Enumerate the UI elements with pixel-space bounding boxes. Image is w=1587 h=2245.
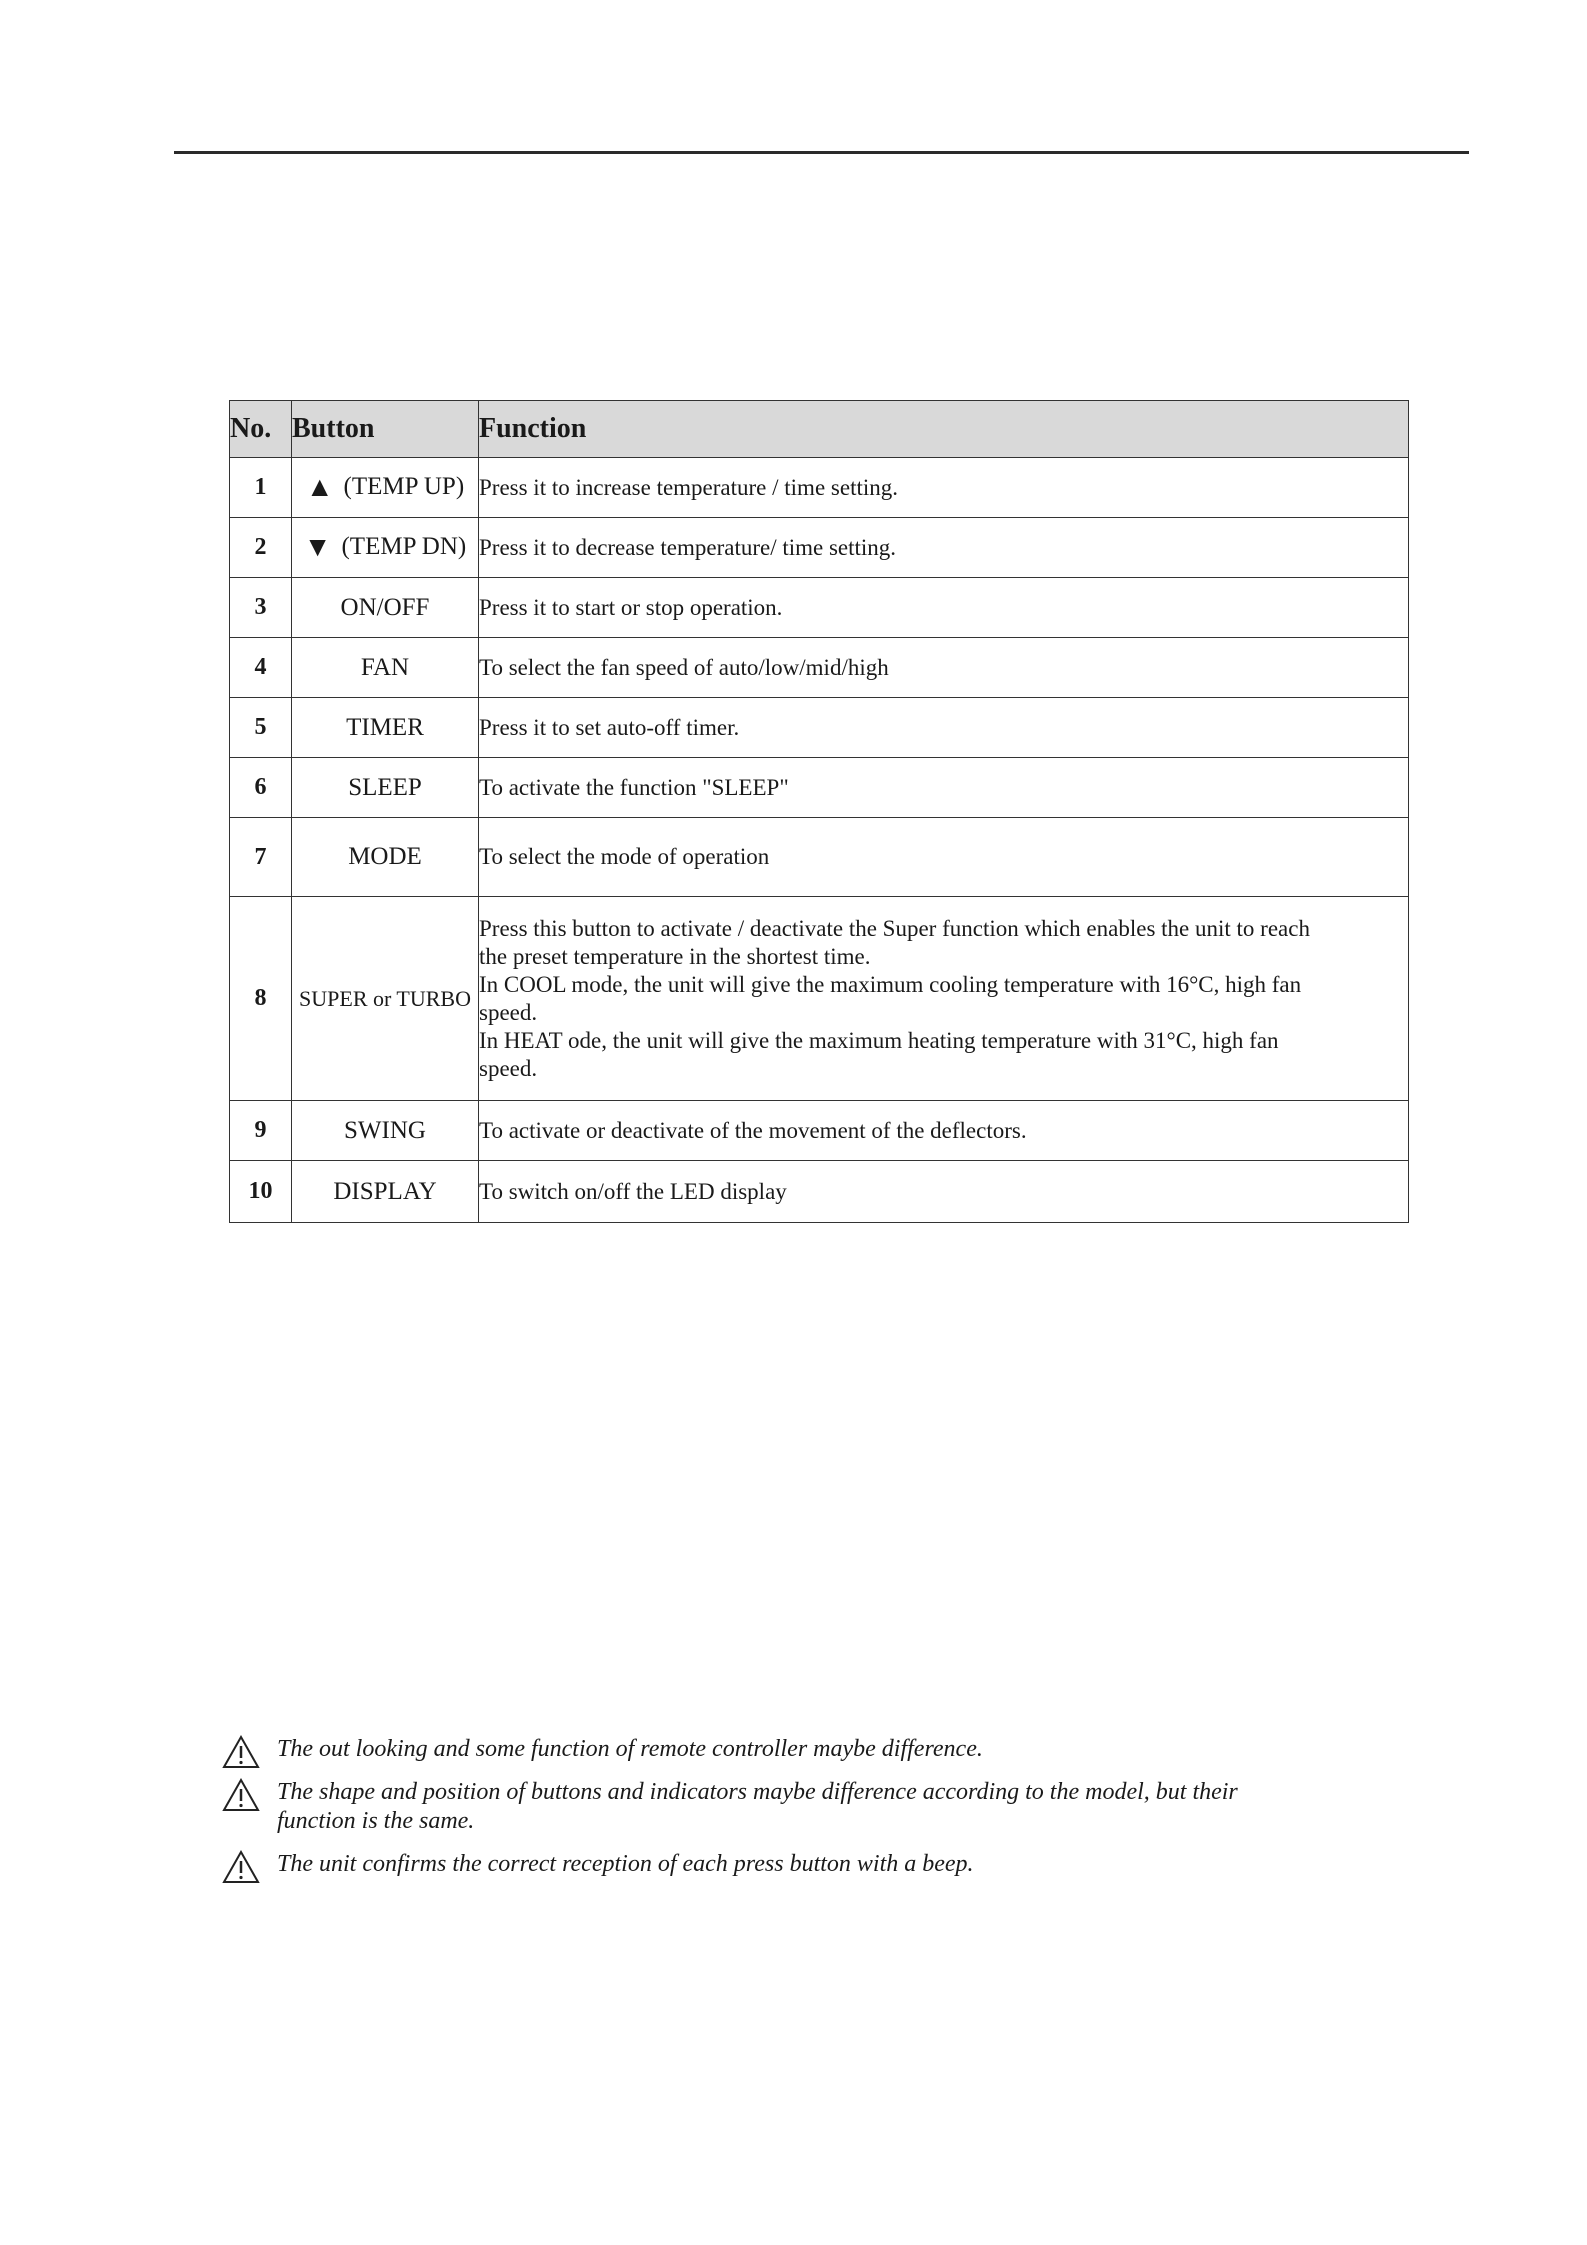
triangle-down-icon: ▼ bbox=[303, 531, 332, 563]
button-function bbox=[479, 897, 1409, 1101]
warning-icon bbox=[222, 1735, 260, 1769]
note-text: The out looking and some function of remote controller maybe difference. bbox=[277, 1736, 983, 1762]
button-name: ON/OFF bbox=[292, 578, 479, 638]
note-text: The unit confirms the correct reception of each press button with a beep. bbox=[277, 1851, 974, 1877]
row-number: 2 bbox=[230, 518, 292, 578]
button-name bbox=[292, 518, 479, 578]
button-function: Press it to increase temperature / time setting. bbox=[479, 458, 1409, 518]
table-row bbox=[230, 1161, 1409, 1223]
row-number: 7 bbox=[230, 818, 292, 897]
button-name bbox=[292, 458, 479, 518]
note-item bbox=[222, 1850, 1402, 1879]
button-function: To switch on/off the LED display bbox=[479, 1161, 1409, 1223]
button-function: Press it to set auto-off timer. bbox=[479, 698, 1409, 758]
header-function: Function bbox=[479, 401, 1409, 458]
table-row bbox=[230, 758, 1409, 818]
warning-icon bbox=[222, 1850, 260, 1884]
function-line: In COOL mode, the unit will give the maximum cooling temperature with 16°C, high fan bbox=[479, 971, 1302, 997]
button-function: Press it to start or stop operation. bbox=[479, 578, 1409, 638]
button-name: SLEEP bbox=[292, 758, 479, 818]
button-label: (TEMP DN) bbox=[341, 532, 467, 560]
note-item bbox=[222, 1778, 1402, 1836]
button-name: SWING bbox=[292, 1101, 479, 1161]
header-no: No. bbox=[230, 401, 292, 458]
function-line: speed. bbox=[479, 999, 538, 1025]
button-name: DISPLAY bbox=[292, 1161, 479, 1223]
warning-icon bbox=[222, 1778, 260, 1812]
button-function: Press it to decrease temperature/ time setting. bbox=[479, 518, 1409, 578]
row-number: 6 bbox=[230, 758, 292, 818]
button-name: FAN bbox=[292, 638, 479, 698]
header-button: Button bbox=[292, 401, 479, 458]
row-number: 9 bbox=[230, 1101, 292, 1161]
table-row bbox=[230, 1101, 1409, 1161]
row-number: 10 bbox=[230, 1161, 292, 1223]
note-text: function is the same. bbox=[277, 1808, 475, 1834]
table-row bbox=[230, 818, 1409, 897]
button-function: To select the fan speed of auto/low/mid/high bbox=[479, 638, 1409, 698]
button-name: SUPER or TURBO bbox=[292, 897, 479, 1101]
function-line: Press this button to activate / deactivate the Super function which enables the unit to reach bbox=[479, 915, 1310, 941]
button-function-table bbox=[229, 400, 1409, 1223]
table-row bbox=[230, 897, 1409, 1101]
button-name: MODE bbox=[292, 818, 479, 897]
note-item bbox=[222, 1735, 1402, 1764]
button-function: To select the mode of operation bbox=[479, 818, 1409, 897]
function-line: speed. bbox=[479, 1055, 538, 1081]
row-number: 4 bbox=[230, 638, 292, 698]
button-label: (TEMP UP) bbox=[343, 472, 465, 500]
table-header-row bbox=[230, 401, 1409, 458]
table-row bbox=[230, 698, 1409, 758]
function-line: In HEAT ode, the unit will give the maximum heating temperature with 31°C, high fan bbox=[479, 1027, 1279, 1053]
header-rule bbox=[174, 151, 1469, 154]
triangle-up-icon: ▲ bbox=[305, 471, 334, 503]
row-number: 5 bbox=[230, 698, 292, 758]
button-function: To activate the function "SLEEP" bbox=[479, 758, 1409, 818]
notes-section bbox=[222, 1735, 1402, 1893]
row-number: 8 bbox=[230, 897, 292, 1101]
row-number: 1 bbox=[230, 458, 292, 518]
row-number: 3 bbox=[230, 578, 292, 638]
note-text: The shape and position of buttons and indicators maybe difference according to the model, but their bbox=[277, 1779, 1238, 1805]
button-name: TIMER bbox=[292, 698, 479, 758]
table-row bbox=[230, 518, 1409, 578]
button-function: To activate or deactivate of the movement of the deflectors. bbox=[479, 1101, 1409, 1161]
function-line: the preset temperature in the shortest time. bbox=[479, 943, 871, 969]
table-row bbox=[230, 578, 1409, 638]
table-row bbox=[230, 458, 1409, 518]
table-row bbox=[230, 638, 1409, 698]
